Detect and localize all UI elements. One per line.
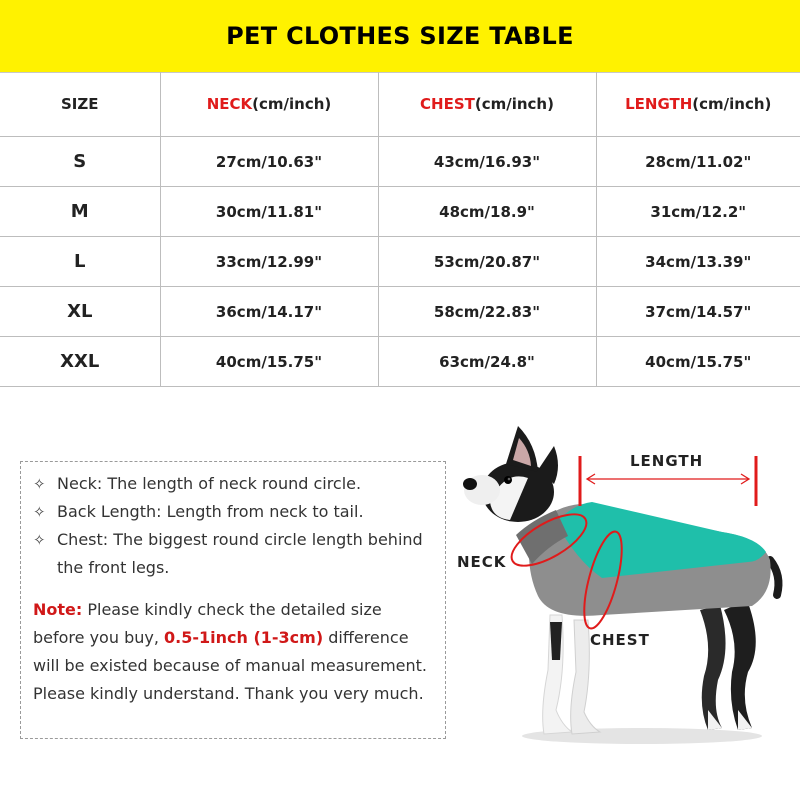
size-table xyxy=(0,72,800,387)
bullet-neck xyxy=(33,470,433,498)
length-cell: 40cm/15.75" xyxy=(596,337,800,387)
header-chest: CHEST(cm/inch) xyxy=(378,72,596,137)
bullet-text: Back Length: Length from neck to tail. xyxy=(57,502,364,521)
dog-illustration xyxy=(452,410,800,750)
header-neck: NECK(cm/inch) xyxy=(160,72,378,137)
header-size: SIZE xyxy=(0,72,160,137)
size-cell: M xyxy=(0,187,160,237)
chest-cell: 53cm/20.87" xyxy=(378,237,596,287)
neck-cell: 33cm/12.99" xyxy=(160,237,378,287)
note-label: Note: xyxy=(33,600,83,619)
note-range: 0.5-1inch (1-3cm) xyxy=(164,628,324,647)
dog-measurement-figure xyxy=(452,410,800,750)
length-cell: 34cm/13.39" xyxy=(596,237,800,287)
table-row xyxy=(0,337,800,387)
size-cell: XL xyxy=(0,287,160,337)
note-text: difference will be existed because of manual measurement. Please kindly understand. Thank you very much. xyxy=(33,628,427,703)
bullet-back-length xyxy=(33,498,433,526)
size-cell: S xyxy=(0,137,160,187)
table-row xyxy=(0,187,800,237)
neck-cell: 36cm/14.17" xyxy=(160,287,378,337)
size-cell: XXL xyxy=(0,337,160,387)
table-header-row xyxy=(0,72,800,137)
page-title: PET CLOTHES SIZE TABLE xyxy=(0,0,800,73)
bullet-chest xyxy=(33,526,433,582)
measurement-info-box xyxy=(20,461,446,739)
chest-cell: 58cm/22.83" xyxy=(378,287,596,337)
size-cell: L xyxy=(0,237,160,287)
length-cell: 37cm/14.57" xyxy=(596,287,800,337)
note-paragraph xyxy=(33,596,433,708)
neck-label: NECK xyxy=(457,553,507,571)
four-point-star-icon: ✧ xyxy=(33,475,46,493)
note-text: Please kindly check the detailed size before you buy, xyxy=(33,600,382,647)
neck-cell: 27cm/10.63" xyxy=(160,137,378,187)
table-row xyxy=(0,287,800,337)
table-row xyxy=(0,137,800,187)
chest-label: CHEST xyxy=(590,631,650,649)
table-row xyxy=(0,237,800,287)
length-cell: 31cm/12.2" xyxy=(596,187,800,237)
bullet-text: Chest: The biggest round circle length behind the front legs. xyxy=(57,530,423,577)
bullet-text: Neck: The length of neck round circle. xyxy=(57,474,362,493)
four-point-star-icon: ✧ xyxy=(33,503,46,521)
four-point-star-icon: ✧ xyxy=(33,531,46,549)
header-length: LENGTH(cm/inch) xyxy=(596,72,800,137)
length-cell: 28cm/11.02" xyxy=(596,137,800,187)
neck-cell: 30cm/11.81" xyxy=(160,187,378,237)
chest-cell: 43cm/16.93" xyxy=(378,137,596,187)
neck-cell: 40cm/15.75" xyxy=(160,337,378,387)
chest-cell: 48cm/18.9" xyxy=(378,187,596,237)
length-label: LENGTH xyxy=(630,452,704,470)
chest-cell: 63cm/24.8" xyxy=(378,337,596,387)
